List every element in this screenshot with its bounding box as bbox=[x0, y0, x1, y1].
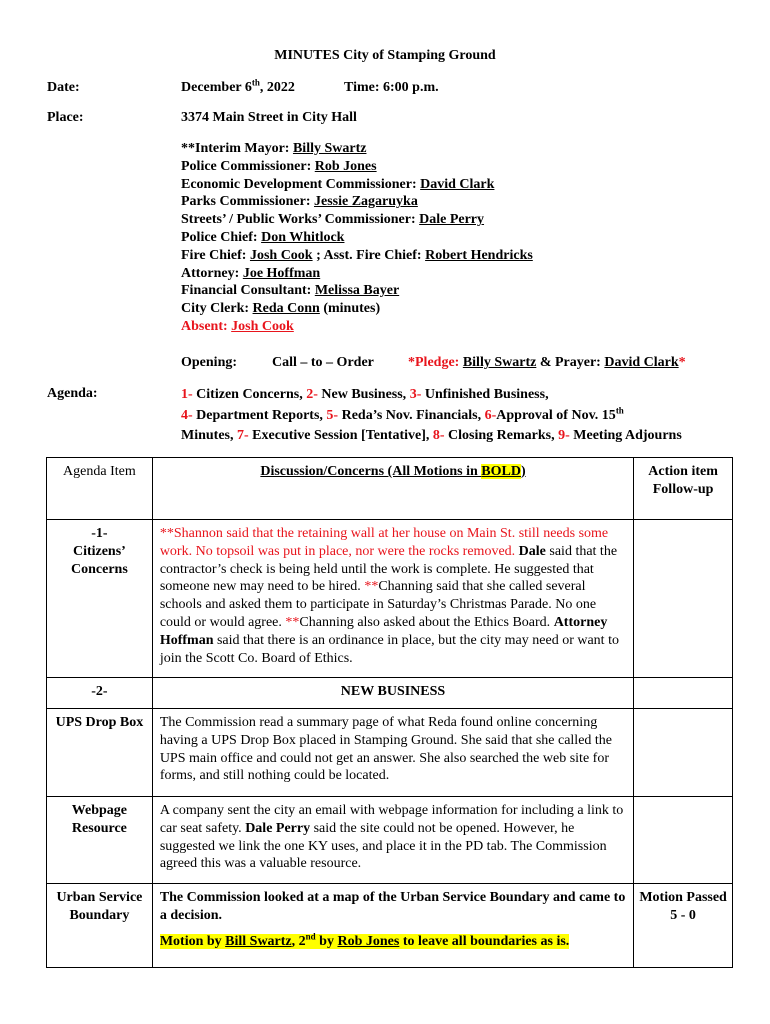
attendee-list bbox=[181, 140, 533, 336]
row-text-usb: The Commission looked at a map of the Urban Service Boundary and came to a decision. Motion by Bill Swartz, 2nd by Rob Jones to leave all boundaries as is. bbox=[152, 884, 633, 968]
table-row-webpage bbox=[47, 797, 733, 884]
row-text-ups: The Commission read a summary page of what Reda found online concerning having a UPS Drop Box placed in Stamping Ground. She said that she called the UPS main office and could not get an answer. She also searched the web site for forms, and still nothing could be located. bbox=[152, 709, 633, 797]
table-row-usb bbox=[47, 884, 733, 968]
row-action-ups bbox=[634, 709, 733, 797]
row-action-citizens bbox=[634, 520, 733, 678]
date-label: Date: bbox=[47, 80, 80, 95]
opening-value: Call – to – Order bbox=[272, 355, 374, 370]
row-heading-new-business: NEW BUSINESS bbox=[152, 678, 633, 709]
agenda-line: 1- Citizen Concerns, 2- New Business, 3- Unfinished Business, bbox=[181, 387, 549, 402]
table-header-row bbox=[47, 458, 733, 520]
attendee-line: Financial Consultant: Melissa Bayer bbox=[181, 283, 400, 299]
agenda-line: Minutes, 7- Executive Session [Tentative], 8- Closing Remarks, 9- Meeting Adjourns bbox=[181, 428, 682, 443]
row-action-usb: Motion Passed 5 - 0 bbox=[634, 884, 733, 968]
row-label-ups: UPS Drop Box bbox=[47, 709, 153, 797]
table-row-citizens bbox=[47, 520, 733, 678]
place-value: 3374 Main Street in City Hall bbox=[181, 110, 357, 125]
opening-label: Opening: bbox=[181, 355, 238, 370]
row-label-usb: Urban Service Boundary bbox=[47, 884, 153, 968]
pledge-prayer: *Pledge: Billy Swartz & Prayer: David Clark* bbox=[408, 355, 686, 370]
attendee-line: Economic Development Commissioner: David Clark bbox=[181, 176, 495, 192]
place-label: Place: bbox=[47, 110, 84, 125]
table-row-new-business bbox=[47, 678, 733, 709]
attendee-line: **Interim Mayor: Billy Swartz bbox=[181, 141, 367, 156]
header-agenda-item: Agenda Item bbox=[47, 458, 153, 520]
row-action-new-business bbox=[634, 678, 733, 709]
time-value: Time: 6:00 p.m. bbox=[344, 80, 439, 95]
document-title: MINUTES City of Stamping Ground bbox=[274, 48, 496, 63]
agenda-label: Agenda: bbox=[47, 386, 98, 401]
attendee-line: Parks Commissioner: Jessie Zagaruyka bbox=[181, 194, 418, 210]
attendee-line: Streets’ / Public Works’ Commissioner: Dale Perry bbox=[181, 212, 485, 228]
absent-line: Absent: Josh Cook bbox=[181, 318, 294, 334]
row-label-webpage: Webpage Resource bbox=[47, 797, 153, 884]
attendee-line: Police Commissioner: Rob Jones bbox=[181, 158, 377, 174]
row-text-citizens: **Shannon said that the retaining wall at her house on Main St. still needs some work. No topsoil was put in place, nor were the rocks removed. Dale said that the contractor’s check is being held until the work is complete. He suggested that someone new may need to be hired. **Channing said that she called several schools and asked them to participate in Saturday’s Christmas Parade. No one could or would agree. **Channing also asked about the Ethics Board. Attorney Hoffman said that there is an ordinance in place, but the city may need or want to join the Scott Co. Board of Ethics. bbox=[152, 520, 633, 678]
header-discussion: Discussion/Concerns (All Motions in BOLD) bbox=[152, 458, 633, 520]
agenda-list bbox=[181, 385, 682, 447]
attendee-line: Fire Chief: Josh Cook ; Asst. Fire Chief: Robert Hendricks bbox=[181, 247, 533, 263]
row-label-new-business: -2- bbox=[47, 678, 153, 709]
agenda-line: 4- Department Reports, 5- Reda’s Nov. Financials, 6-Approval of Nov. 15th bbox=[181, 404, 624, 423]
row-label-citizens: -1- Citizens’ Concerns bbox=[47, 520, 153, 678]
attendee-line: City Clerk: Reda Conn (minutes) bbox=[181, 301, 381, 317]
header-action: Action item Follow-up bbox=[634, 458, 733, 520]
attendee-line: Attorney: Joe Hoffman bbox=[181, 265, 321, 281]
date-value: December 6th, 2022 bbox=[181, 77, 295, 95]
table-row-ups bbox=[47, 709, 733, 797]
minutes-table bbox=[46, 457, 733, 968]
attendee-line: Police Chief: Don Whitlock bbox=[181, 229, 345, 245]
row-action-webpage bbox=[634, 797, 733, 884]
row-text-webpage: A company sent the city an email with webpage information for including a link to car seat safety. Dale Perry said the site could not be opened. However, he suggested we link the one KY uses, and place it in the PD tab. The Commission agreed this was a valuable resource. bbox=[152, 797, 633, 884]
